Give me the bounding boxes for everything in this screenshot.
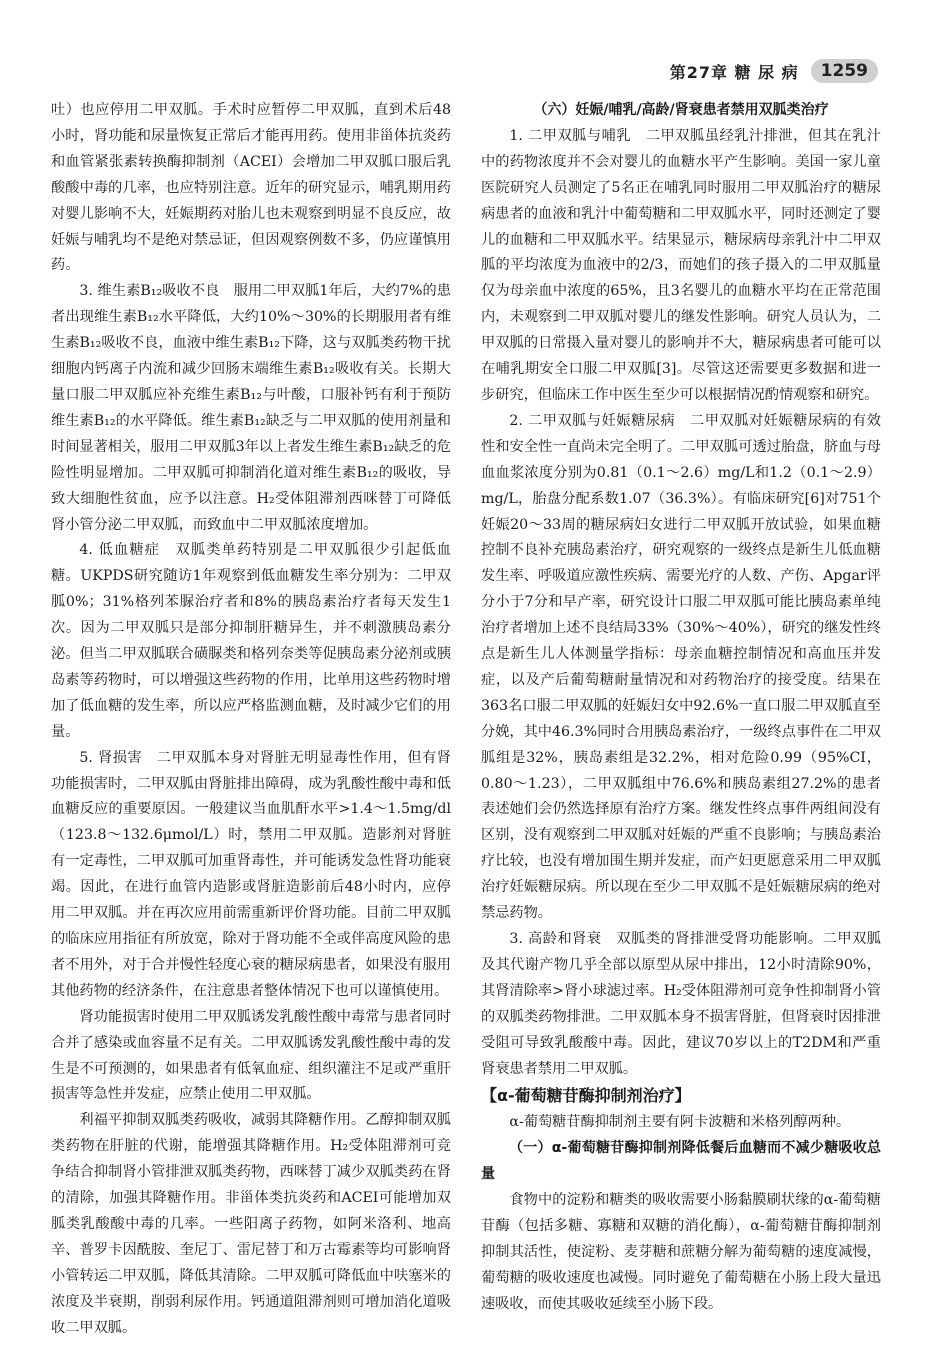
- paragraph: 肾功能损害时使用二甲双胍诱发乳酸性酸中毒常与患者同时合并了感染或血容量不足有关。二甲双胍诱发乳酸性酸中毒的发生是不可预测的，如果患者有低氧血症、组织灌注不足或严重肝损害等急性并发症，应禁止使用二甲双胍。: [51, 1008, 451, 1103]
- section-heading: （六）妊娠/哺乳/高龄/肾衰患者禁用双胍类治疗: [533, 102, 829, 118]
- page-number: 1259: [811, 59, 878, 83]
- paragraph: 吐）也应停用二甲双胍。手术时应暂停二甲双胍，直到术后48小时，肾功能和尿量恢复正常后才能再用药。使用非甾体抗炎药和血管紧张素转换酶抑制剂（ACEI）会增加二甲双胍口服后乳酸酸中毒的几率，也应特别注意。近年的研究显示，哺乳期用药对婴儿影响不大，妊娠期药对胎儿也未观察到明显不良反应，故妊娠与哺乳均不是绝对禁忌证，但因观察例数不多，仍应谨慎用药。: [51, 102, 451, 274]
- paragraph: 3. 维生素B₁₂吸收不良 服用二甲双胍1年后，大约7%的患者出现维生素B₁₂水平降低，大约10%～30%的长期服用者有维生素B₁₂吸收不良，血液中维生素B₁₂下降，这与双胍类药物干扰细胞内钙离子内流和减少回肠末端维生素B₁₂吸收有关。长期大量口服二甲双胍应补充维生素B₁₂与叶酸，口服补钙有利于预防维生素B₁₂的水平降低。维生素B₁₂缺乏与二甲双胍的使用剂量和时间显著相关，服用二甲双胍3年以上者发生维生素B₁₂缺乏的危险性明显增加。二甲双胍可抑制消化道对维生素B₁₂的吸收，导致大细胞性贫血，应予以注意。H₂受体阻滞剂西咪替丁可降低肾小管分泌二甲双胍，而致血中二甲双胍浓度增加。: [51, 283, 451, 533]
- left-column: [51, 98, 451, 1342]
- running-head: 第27章 糖 尿 病: [669, 62, 799, 82]
- paragraph: 4. 低血糖症 双胍类单药特别是二甲双胍很少引起低血糖。UKPDS研究随访1年观察到低血糖发生率分别为：二甲双胍0%；31%格列苯脲治疗者和8%的胰岛素治疗者每天发生1次。因为二甲双胍只是部分抑制肝糖异生，并不刺激胰岛素分泌。但当二甲双胍联合磺脲类和格列奈类等促胰岛素分泌剂或胰岛素等药物时，可以增强这些药物的作用，比单用这些药物时增加了低血糖的发生率，所以应严格监测血糖，及时减少它们的用量。: [51, 542, 451, 740]
- paragraph: 2. 二甲双胍与妊娠糖尿病 二甲双胍对妊娠糖尿病的有效性和安全性一直尚未完全明了。二甲双胍可透过胎盘，脐血与母血血浆浓度分别为0.81（0.1～2.6）mg/L和1.2（0.1～2.9）mg/L，胎盘分配系数1.07（36.3%）。有临床研究[6]对751个妊娠20～33周的糖尿病妇女进行二甲双胍开放试验，如果血糖控制不良补充胰岛素治疗，研究观察的一级终点是新生儿低血糖发生率、呼吸道应激性疾病、需要光疗的人数、产伤、Apgar评分小于7分和早产率，研究设计口服二甲双胍可能比胰岛素单纯治疗者增加上述不良结局33%（30%～40%），研究的继发性终点是新生儿人体测量学指标：母亲血糖控制情况和高血压并发症，以及产后葡萄糖耐量情况和对药物治疗的接受度。结果在363名口服二甲双胍的妊娠妇女中92.6%一直口服二甲双胍直至分娩，其中46.3%同时合用胰岛素治疗，一级终点事件在二甲双胍组是32%，胰岛素组是32.2%，相对危险0.99（95%CI，0.80～1.23），二甲双胍组中76.6%和胰岛素组27.2%的患者表述她们会仍然选择原有治疗方案。继发性终点事件两组间没有区别，没有观察到二甲双胍对妊娠的严重不良影响；与胰岛素治疗比较，也没有增加围生期并发症，而产妇更愿意采用二甲双胍治疗妊娠糖尿病。所以现在至少二甲双胍不是妊娠糖尿病的绝对禁忌药物。: [481, 412, 881, 922]
- right-column: [481, 98, 881, 1318]
- paragraph: 5. 肾损害 二甲双胍本身对肾脏无明显毒性作用，但有肾功能损害时，二甲双胍由肾脏排出障碍，成为乳酸性酸中毒和低血糖反应的重要原因。一般建议当血肌酐水平>1.4～1.5mg/dl（123.8～132.6μmol/L）时，禁用二甲双胍。造影剂对肾脏有一定毒性，二甲双胍可加重肾毒性，并可能诱发急性肾功能衰竭。因此，在进行血管内造影或肾脏造影前后48小时内，应停用二甲双胍。并在再次应用前需重新评价肾功能。目前二甲双胍的临床应用指征有所放宽，除对于肾功能不全或伴高度风险的患者不用外，对于合并慢性轻度心衰的糖尿病患者，如果没有服用其他药物的经济条件，在注意患者整体情况下也可以谨慎使用。: [51, 749, 451, 999]
- paragraph: 利福平抑制双胍类药吸收，减弱其降糖作用。乙醇抑制双胍类药物在肝脏的代谢，能增强其降糖作用。H₂受体阻滞剂可竞争结合抑制肾小管排泄双胍类药物，西咪替丁减少双胍类药在肾的清除，加强其降糖作用。非甾体类抗炎药和ACEI可能增加双胍类乳酸酸中毒的几率。一些阳离子药物，如阿米洛利、地高辛、普罗卡因酰胺、奎尼丁、雷尼替丁和万古霉素等均可影响肾小管转运二甲双胍，降低其清除。二甲双胍可降低血中呋塞米的浓度及半衰期，削弱利尿作用。钙通道阻滞剂则可增加消化道吸收二甲双胍。: [51, 1112, 451, 1336]
- paragraph: α-葡萄糖苷酶抑制剂主要有阿卡波糖和米格列醇两种。: [509, 1114, 851, 1131]
- subsection-heading: （一）α-葡萄糖苷酶抑制剂降低餐后血糖而不减少糖吸收总量: [481, 1140, 881, 1183]
- paragraph: 食物中的淀粉和糖类的吸收需要小肠黏膜刷状缘的α-葡萄糖苷酶（包括多糖、寡糖和双糖的消化酶），α-葡萄糖苷酶抑制剂抑制其活性，使淀粉、麦芽糖和蔗糖分解为葡萄糖的速度减慢，葡萄糖的吸收速度也减慢。同时避免了葡萄糖在小肠上段大量迅速吸收，而使其吸收延续至小肠下段。: [481, 1192, 881, 1312]
- paragraph: 3. 高龄和肾衰 双胍类的肾排泄受肾功能影响。二甲双胍及其代谢产物几乎全部以原型从尿中排出，12小时清除90%，其肾清除率>肾小球滤过率。H₂受体阻滞剂可竞争性抑制肾小管的双胍类药物排泄。二甲双胍本身不损害肾脏，但肾衰时因排泄受阻可导致乳酸酸中毒。因此，建议70岁以上的T2DM和严重肾衰患者禁用二甲双胍。: [481, 931, 881, 1077]
- chapter-subheading: 【α-葡萄糖苷酶抑制剂治疗】: [481, 1086, 691, 1106]
- page-header: [670, 56, 878, 86]
- paragraph: 1. 二甲双胍与哺乳 二甲双胍虽经乳汁排泄，但其在乳汁中的药物浓度并不会对婴儿的血糖水平产生影响。美国一家儿童医院研究人员测定了5名正在哺乳同时服用二甲双胍治疗的糖尿病患者的血液和乳汁中葡萄糖和二甲双胍水平，同时还测定了婴儿的血糖和二甲双胍水平。结果显示，糖尿病母亲乳汁中二甲双胍的平均浓度为血液中的2/3，而她们的孩子摄入的二甲双胍量仅为母亲血中浓度的65%，且3名婴儿的血糖水平均在正常范围内，未观察到二甲双胍对婴儿的继发性影响。研究人员认为，二甲双胍的日常摄入量对婴儿的影响并不大，糖尿病患者可能可以在哺乳期安全口服二甲双胍[3]。尽管这还需要更多数据和进一步研究，但临床工作中医生至少可以根据情况酌情观察和研究。: [481, 127, 881, 403]
